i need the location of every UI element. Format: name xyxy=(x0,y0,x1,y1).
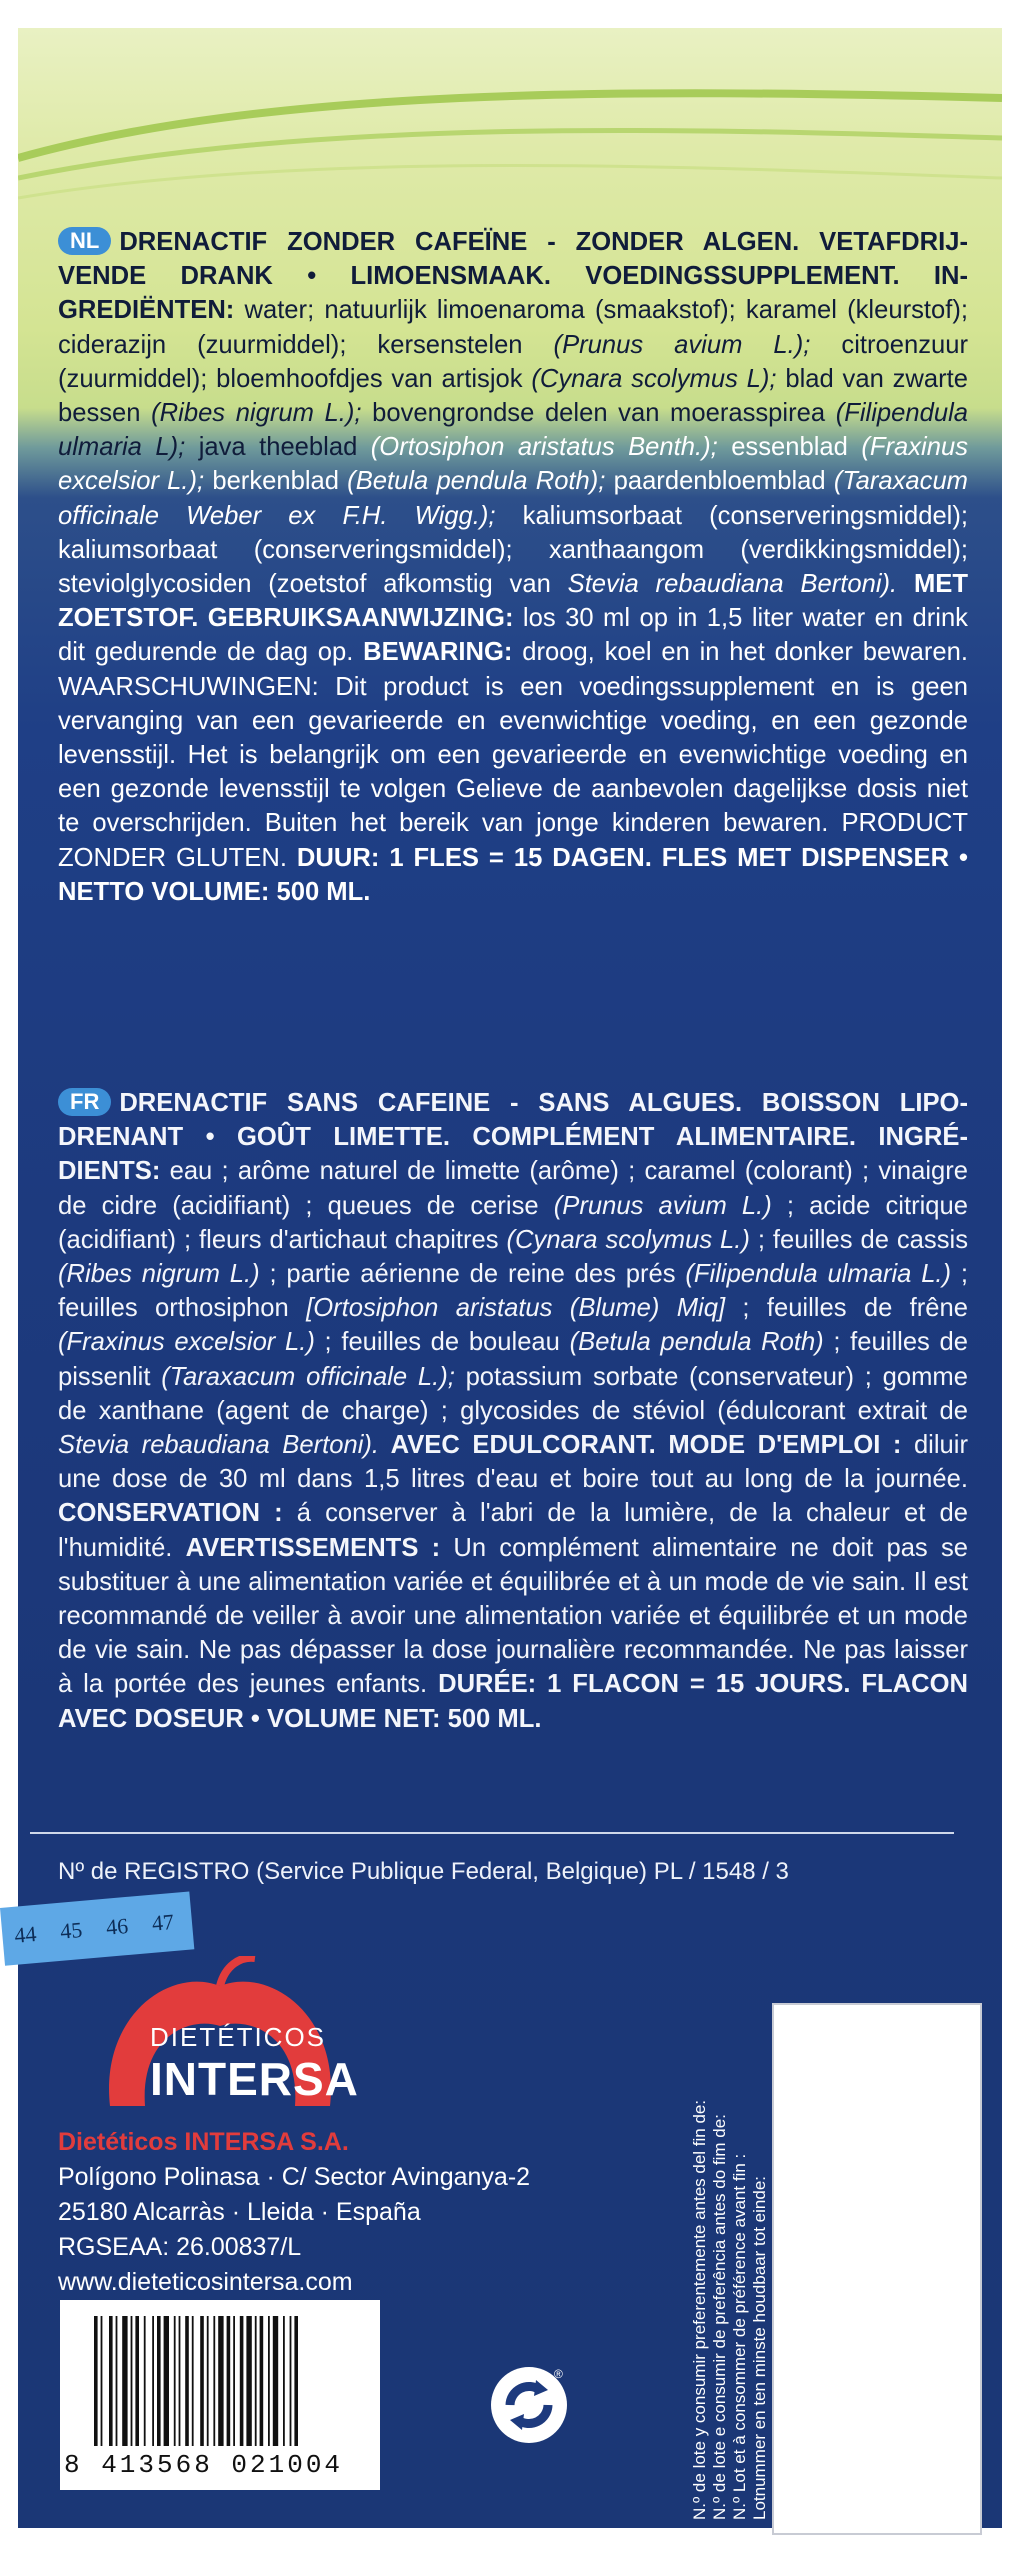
barcode-bar xyxy=(164,2316,169,2446)
barcode-bar xyxy=(213,2316,215,2446)
barcode-bar xyxy=(233,2316,235,2446)
barcode-bar xyxy=(246,2316,251,2446)
barcode-bar xyxy=(179,2316,181,2446)
french-label-text: FR DRENACTIF SANS CAFEINE - SANS ALGUES. BOISSON LIPO-DRENANT • GOÛT LIMETTE. COMPLÉMENT ALIMENTAIRE. INGRÉ-DIENTS: eau ; arôme naturel de limette (arôme) ; caramel (colorant) ; vinaigre de cidre (acidifiant) ; queues de cerise (Prunus avium L.) ; acide citrique (acidifiant) ; fleurs d'artichaut chapitres (Cynara scolymus L.) ; feuilles de cassis (Ribes nigrum L.) ; partie aérienne de reine des prés (Filipendula ulmaria L.) ; feuilles orthosiphon [Ortosiphon aristatus (Blume) Miq] ; feuilles de frêne (Fraxinus excelsior L.) ; feuilles de bouleau (Betula pendula Roth) ; feuilles de pissenlit (Taraxacum officinale L.); potassium sorbate (conservateur) ; gomme de xanthane (agent de charge) ; glycosides de stéviol (édulcorant extrait de Stevia rebaudiana Bertoni). AVEC EDULCORANT. MODE D'EMPLOI : diluir une dose de 30 ml dans 1,5 litres d'eau et boire tout au long de la journée. CONSERVATION : á conserver à l'abri de la lumière, de la chaleur et de l'humidité. AVERTISSEMENTS : Un complément alimentaire ne doit pas se substituer à une alimentation variée et équilibrée et à un mode de vie sain. Il est recommandé de veiller à avoir une alimentation variée et équilibrée et un mode de vie sain. Ne pas dépasser la dose journalière recommandée. Ne pas laisser à la portée des jeunes enfants. DURÉE: 1 FLACON = 15 JOURS. FLACON AVEC DOSEUR • VOLUME NET: 500 ML. xyxy=(58,1089,969,1733)
barcode-bar xyxy=(207,2316,209,2446)
nl-title: DRENACTIF ZONDER CAFEÏNE - ZONDER ALGEN. VETAFDRIJ-VENDE DRANK • LIMOENSMAAK. VOEDINGSSUPPLEMENT. IN-GREDIËNTEN: xyxy=(58,228,968,325)
company-info xyxy=(58,2125,530,2300)
barcode-number: 8 413568 021004 xyxy=(64,2450,344,2480)
lot-line-fr: N.º Lot et à consommer de préférence avant fin : xyxy=(730,2153,749,2520)
barcode-bar xyxy=(227,2316,231,2446)
logo-text-intersa: INTERSA xyxy=(150,2053,359,2105)
barcode-bar xyxy=(131,2316,133,2446)
tape-mark: 47 xyxy=(150,1908,175,1936)
fr-title: DRENACTIF SANS CAFEINE - SANS ALGUES. BOISSON LIPO-DRENANT • GOÛT LIMETTE. COMPLÉMENT ALIMENTAIRE. INGRÉ-DIENTS: xyxy=(58,1089,968,1186)
barcode-bar xyxy=(200,2316,204,2446)
company-name: Dietéticos INTERSA S.A. xyxy=(58,2128,349,2156)
dutch-label-text: NL DRENACTIF ZONDER CAFEÏNE - ZONDER ALGEN. VETAFDRIJ-VENDE DRANK • LIMOENSMAAK. VOEDINGSSUPPLEMENT. IN-GREDIËNTEN: water; natuurlijk limoenaroma (smaakstof); karamel (kleurstof); ciderazijn (zuurmiddel); kersenstelen (Prunus avium L.); citroenzuur (zuurmiddel); bloemhoofdjes van artisjok (Cynara scolymus L); blad van zwarte bessen (Ribes nigrum L.); bovengrondse delen van moerasspirea (Filipendula ulmaria L); java theeblad (Ortosiphon aristatus Benth.); essenblad (Fraxinus excelsior L.); berkenblad (Betula pendula Roth); paardenbloemblad (Taraxacum officinale Weber ex F.H. Wigg.); kaliumsorbaat (conserveringsmiddel); kaliumsorbaat (conserveringsmiddel); xanthaangom (verdikkingsmiddel); steviolglycosiden (zoetstof afkomstig van Stevia rebaudiana Bertoni). MET ZOETSTOF. GEBRUIKSAANWIJZING: los 30 ml op in 1,5 liter water en drink dit gedurende de dag op. BEWARING: droog, koel en in het donker bewaren. WAARSCHUWINGEN: Dit product is een voedingssupplement en is geen vervanging van een gevarieerde en evenwichtige voeding, en een gezonde levensstijl. Het is belangrijk om een gevarieerde en evenwichtige voeding en een gezonde levensstijl te volgen Gelieve de aanbevolen dagelijkse dosis niet te overschrijden. Buiten het bereik van jonge kinderen bewaren. PRODUCT ZONDER GLUTEN. DUUR: 1 FLES = 15 DAGEN. FLES MET DISPENSER • NETTO VOLUME: 500 ML. xyxy=(58,228,969,906)
company-address-line1: Polígono Polinasa · C/ Sector Avinganya-2 xyxy=(58,2163,531,2191)
svg-text:®: ® xyxy=(554,2367,563,2381)
barcode-bar xyxy=(260,2316,264,2446)
barcode-bar xyxy=(144,2316,146,2446)
lot-line-es: N.º de lote y consumir preferentemente antes del fin de: xyxy=(690,2099,709,2520)
barcode-bar xyxy=(94,2316,98,2446)
tape-mark: 44 xyxy=(13,1920,38,1948)
tape-mark: 46 xyxy=(104,1912,130,1940)
lot-expiry-vertical-text xyxy=(690,2000,769,2520)
company-website: www.dieteticosintersa.com xyxy=(58,2268,353,2296)
barcode-bar xyxy=(255,2316,257,2446)
tape-mark: 45 xyxy=(59,1916,84,1944)
barcode-bar xyxy=(174,2316,176,2446)
lot-line-nl: Lotnummer en ten minste houdbaar tot einde: xyxy=(750,2176,769,2520)
barcode-bar xyxy=(109,2316,113,2446)
logo-text-dieteticos: DIETÉTICOS xyxy=(150,2022,327,2052)
barcode-bar xyxy=(218,2316,223,2446)
barcode-bar xyxy=(268,2316,270,2446)
barcode-bar xyxy=(152,2316,154,2446)
barcode-bar xyxy=(240,2316,244,2446)
barcode-bar xyxy=(122,2316,127,2446)
barcode-bar xyxy=(283,2316,285,2446)
barcode-bar xyxy=(294,2316,298,2446)
barcode-bar xyxy=(135,2316,139,2446)
barcode xyxy=(60,2300,380,2490)
barcode-bars xyxy=(94,2316,366,2446)
barcode-bar xyxy=(192,2316,194,2446)
company-address-line2: 25180 Alcarràs · Lleida · España xyxy=(58,2198,421,2226)
barcode-bar xyxy=(101,2316,103,2446)
barcode-bar xyxy=(185,2316,189,2446)
divider-line xyxy=(30,1832,954,1834)
green-wave-decoration xyxy=(18,28,1002,228)
company-rgseaa: RGSEAA: 26.00837/L xyxy=(58,2233,302,2261)
barcode-bar xyxy=(290,2316,292,2446)
green-dot-recycling-icon xyxy=(488,2364,570,2446)
registration-number: Nº de REGISTRO (Service Publique Federal, Belgique) PL / 1548 / 3 xyxy=(58,1858,789,1885)
barcode-bar xyxy=(116,2316,118,2446)
lot-line-pt: N.º de lote e consumir de preferência antes do fim de: xyxy=(710,2114,729,2520)
language-badge-fr: FR xyxy=(58,1088,111,1116)
language-badge-nl: NL xyxy=(58,227,111,255)
barcode-bar xyxy=(273,2316,278,2446)
barcode-bar xyxy=(157,2316,161,2446)
lot-print-area xyxy=(772,2003,982,2535)
